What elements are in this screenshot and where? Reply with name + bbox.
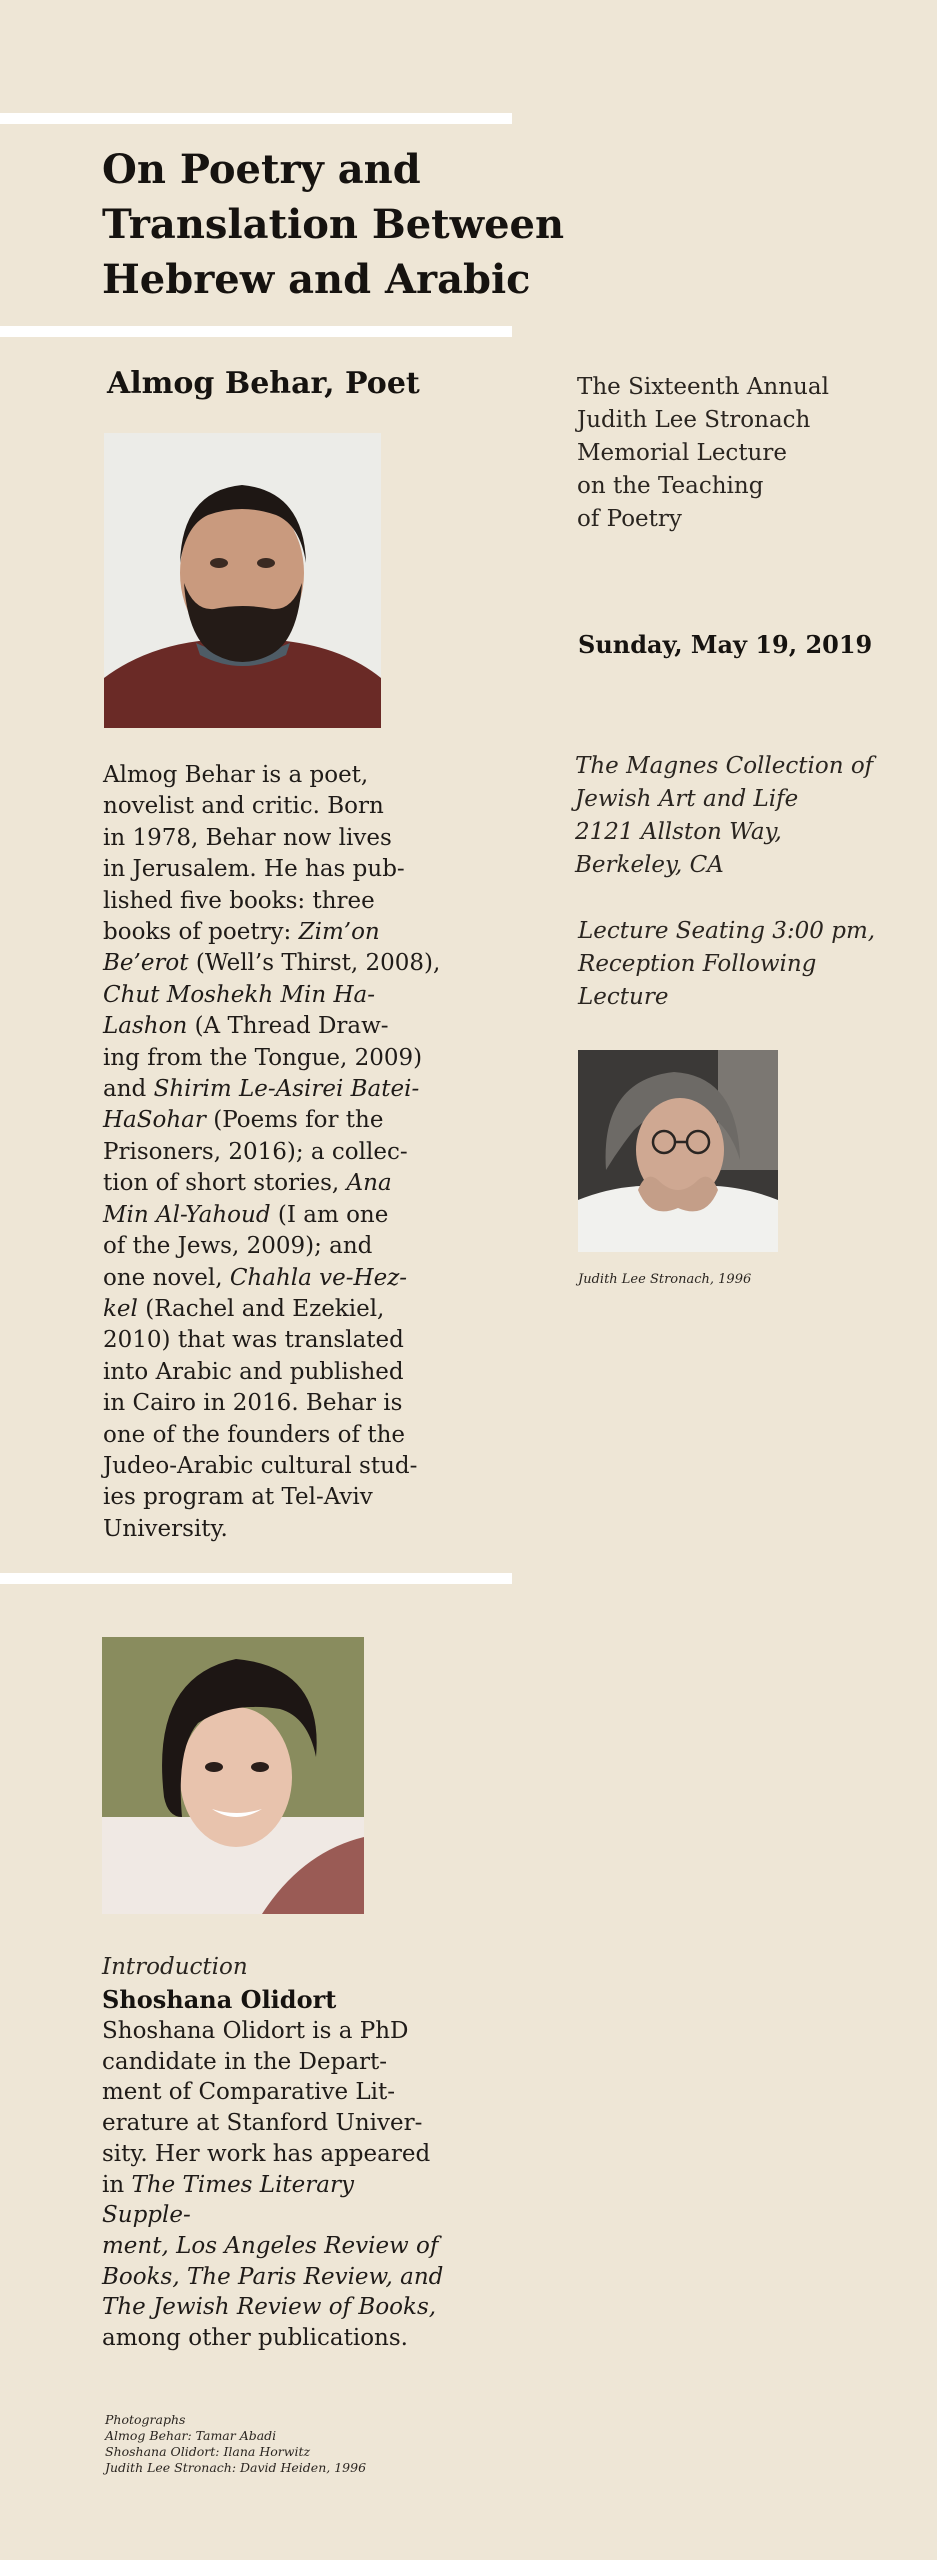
portrait-woman-glasses-icon <box>578 1050 778 1252</box>
speaker-name: Almog Behar, Poet <box>107 366 420 401</box>
introduction-label: Introduction <box>102 1954 248 1980</box>
title-line: Translation Between <box>102 201 565 248</box>
bio-text: among other publications. <box>102 2325 408 2352</box>
title-line: On Poetry and <box>102 146 421 193</box>
title-divider <box>0 326 512 337</box>
event-date: Sunday, May 19, 2019 <box>578 630 873 659</box>
credits-heading: Photographs <box>105 2412 186 2427</box>
top-divider <box>0 113 512 124</box>
credit-line: Almog Behar: Tamar Abadi <box>105 2428 277 2443</box>
book-title: Shirim Le-Asirei Batei- HaSohar <box>103 1076 420 1134</box>
bio-text: (A Thread Draw- ing from the Tongue, 2009) and <box>103 1013 423 1103</box>
credit-line: Judith Lee Stronach: David Heiden, 1996 <box>105 2460 367 2475</box>
book-title: Chahla ve-Hez- kel <box>103 1264 408 1322</box>
portrait-bearded-man-icon <box>104 433 381 728</box>
introducer-bio <box>102 2016 447 2354</box>
section-divider <box>0 1573 512 1584</box>
speaker-bio <box>103 760 448 1545</box>
portrait-woman-smiling-icon <box>102 1637 364 1914</box>
memorial-caption: Judith Lee Stronach, 1996 <box>578 1272 752 1287</box>
bio-text: Shoshana Olidort is a PhD candidate in the Depart- ment of Comparative Lit- erature at Stanford Univer- sity. Her work has appeared in <box>102 2018 431 2198</box>
bio-text: (Poems for the Prisoners, 2016); a collec- tion of short stories, <box>103 1107 408 1197</box>
book-title: Ana Min Al-Yahoud <box>103 1170 392 1228</box>
publication-list: The Times Literary Supple- ment, Los Angeles Review of Books, The Paris Review, and The Jewish Review of Books, <box>102 2171 444 2321</box>
bio-text: (Rachel and Ezekiel, 2010) that was translated into Arabic and published in Cairo in 2016. Behar is one of the founders of the Judeo-Arabic cultural stud- ies program at Tel-Aviv University. <box>103 1295 418 1542</box>
bio-text: (I am one of the Jews, 2009); and one novel, <box>103 1201 389 1291</box>
bio-text: Almog Behar is a poet, novelist and critic. Born in 1978, Behar now lives in Jerusalem. He has pub- lished five books: three books of poetry: <box>103 762 405 946</box>
event-title: The Sixteenth Annual Judith Lee Stronach Memorial Lecture on the Teaching of Poetry <box>577 374 829 532</box>
page-title <box>102 142 622 307</box>
photo-credits <box>105 2412 366 2476</box>
book-title: Chut Moshekh Min Ha- Lashon <box>103 981 376 1040</box>
book-title: Zim’on Be’erot <box>103 919 380 977</box>
introducer-name: Shoshana Olidort <box>102 1985 337 2014</box>
title-line: Hebrew and Arabic <box>102 256 531 303</box>
event-venue: The Magnes Collection of Jewish Art and Life 2121 Allston Way, Berkeley, CA <box>575 753 874 878</box>
bio-text: (Well’s Thirst, 2008), <box>195 950 441 977</box>
credit-line: Shoshana Olidort: Ilana Horwitz <box>105 2444 311 2459</box>
event-seating: Lecture Seating 3:00 pm, Reception Following Lecture <box>578 918 876 1010</box>
